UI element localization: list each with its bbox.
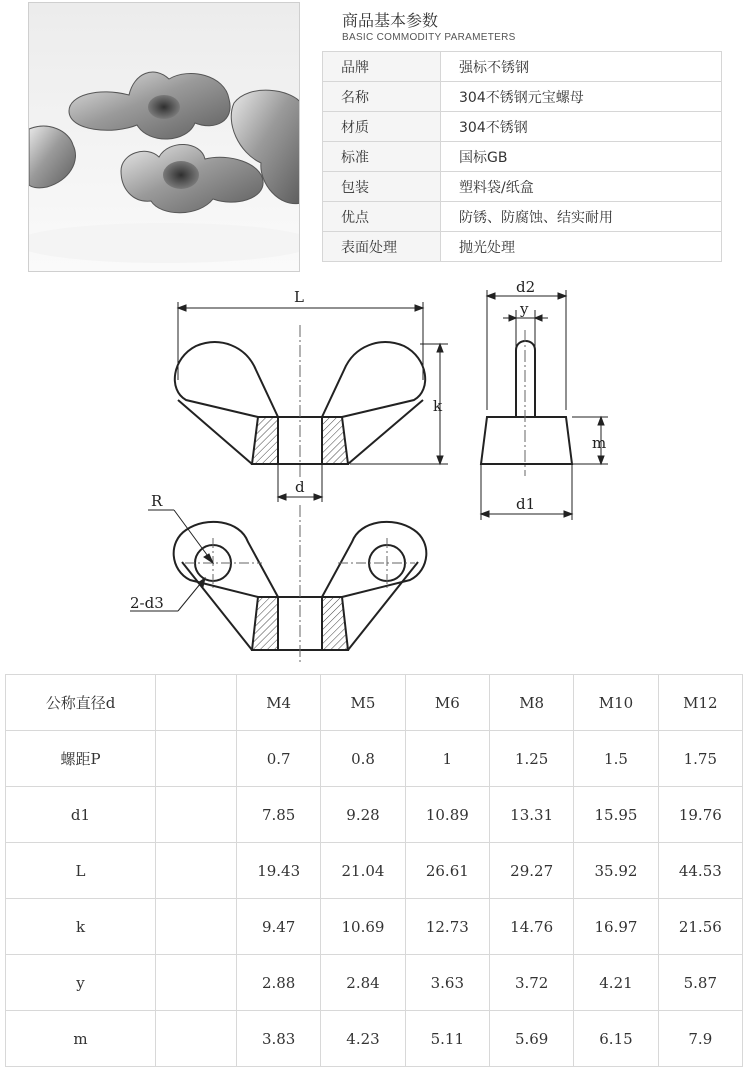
params-key: 材质 [323, 112, 441, 142]
spec-cell: 5.11 [405, 1011, 489, 1067]
dim-m: m [592, 434, 607, 452]
spec-row [6, 1011, 743, 1067]
spec-cell: 1.75 [658, 731, 742, 787]
params-row [323, 202, 722, 232]
params-value: 304不锈钢元宝螺母 [441, 82, 722, 112]
params-value: 抛光处理 [441, 232, 722, 262]
spec-spacer [156, 731, 237, 787]
spec-cell: 1 [405, 731, 489, 787]
spec-cell: 7.9 [658, 1011, 742, 1067]
dim-y: y [520, 300, 529, 318]
params-value: 国标GB [441, 142, 722, 172]
spec-cell: 12.73 [405, 899, 489, 955]
spec-header-cell: M8 [489, 675, 573, 731]
spec-header-cell: M5 [321, 675, 405, 731]
params-value: 塑料袋/纸盒 [441, 172, 722, 202]
technical-drawing [0, 280, 750, 670]
params-row [323, 172, 722, 202]
spec-cell: 3.83 [237, 1011, 321, 1067]
spec-cell: 1.5 [574, 731, 658, 787]
dim-L: L [294, 288, 304, 306]
spec-cell: 10.69 [321, 899, 405, 955]
dim-d3: 2-d3 [130, 594, 164, 612]
spec-cell: 29.27 [489, 843, 573, 899]
params-row [323, 82, 722, 112]
params-value: 强标不锈钢 [441, 52, 722, 82]
spec-row-label: y [6, 955, 156, 1011]
spec-cell: 35.92 [574, 843, 658, 899]
spec-header-cell: M6 [405, 675, 489, 731]
spec-spacer [156, 843, 237, 899]
spec-cell: 2.88 [237, 955, 321, 1011]
spec-spacer [156, 675, 237, 731]
spec-cell: 26.61 [405, 843, 489, 899]
spec-cell: 14.76 [489, 899, 573, 955]
dim-d2: d2 [516, 280, 536, 296]
spec-cell: 15.95 [574, 787, 658, 843]
spec-cell: 19.43 [237, 843, 321, 899]
spec-cell: 2.84 [321, 955, 405, 1011]
dim-d: d [295, 478, 305, 496]
params-key: 品牌 [323, 52, 441, 82]
spec-spacer [156, 955, 237, 1011]
params-row [323, 232, 722, 262]
spec-cell: 44.53 [658, 843, 742, 899]
params-row [323, 112, 722, 142]
spec-header-row [6, 675, 743, 731]
spec-cell: 4.21 [574, 955, 658, 1011]
params-value: 304不锈钢 [441, 112, 722, 142]
side-view [481, 280, 608, 520]
spec-header-cell: M4 [237, 675, 321, 731]
params-key: 名称 [323, 82, 441, 112]
spec-row-label: k [6, 899, 156, 955]
spec-header-cell: M12 [658, 675, 742, 731]
spec-spacer [156, 1011, 237, 1067]
dim-d1: d1 [516, 495, 536, 513]
spec-row-label: 螺距P [6, 731, 156, 787]
spec-cell: 19.76 [658, 787, 742, 843]
spec-table [5, 674, 743, 1067]
params-table [322, 51, 722, 262]
spec-spacer [156, 787, 237, 843]
spec-cell: 16.97 [574, 899, 658, 955]
spec-row-label: d1 [6, 787, 156, 843]
params-row [323, 52, 722, 82]
spec-header-cell: M10 [574, 675, 658, 731]
params-title: 商品基本参数 [342, 11, 439, 30]
spec-cell: 0.8 [321, 731, 405, 787]
spec-cell: 0.7 [237, 731, 321, 787]
params-key: 包装 [323, 172, 441, 202]
spec-cell: 7.85 [237, 787, 321, 843]
params-key: 表面处理 [323, 232, 441, 262]
dim-R: R [151, 492, 163, 510]
spec-row [6, 955, 743, 1011]
product-photo [28, 2, 300, 272]
spec-cell: 5.87 [658, 955, 742, 1011]
top-view [130, 492, 426, 665]
spec-row [6, 787, 743, 843]
spec-cell: 4.23 [321, 1011, 405, 1067]
spec-cell: 21.04 [321, 843, 405, 899]
params-key: 优点 [323, 202, 441, 232]
params-value: 防锈、防腐蚀、结实耐用 [441, 202, 722, 232]
spec-cell: 3.63 [405, 955, 489, 1011]
dim-k: k [433, 397, 443, 415]
params-row [323, 142, 722, 172]
spec-spacer [156, 899, 237, 955]
params-subtitle: BASIC COMMODITY PARAMETERS [342, 32, 516, 43]
spec-cell: 5.69 [489, 1011, 573, 1067]
params-key: 标准 [323, 142, 441, 172]
spec-cell: 9.47 [237, 899, 321, 955]
spec-cell: 13.31 [489, 787, 573, 843]
front-view [175, 288, 448, 502]
spec-row-label: L [6, 843, 156, 899]
spec-cell: 10.89 [405, 787, 489, 843]
spec-cell: 1.25 [489, 731, 573, 787]
spec-row [6, 843, 743, 899]
spec-row [6, 731, 743, 787]
spec-row-label: m [6, 1011, 156, 1067]
spec-cell: 6.15 [574, 1011, 658, 1067]
spec-cell: 3.72 [489, 955, 573, 1011]
spec-cell: 21.56 [658, 899, 742, 955]
spec-header-label: 公称直径d [6, 675, 156, 731]
spec-row [6, 899, 743, 955]
spec-cell: 9.28 [321, 787, 405, 843]
